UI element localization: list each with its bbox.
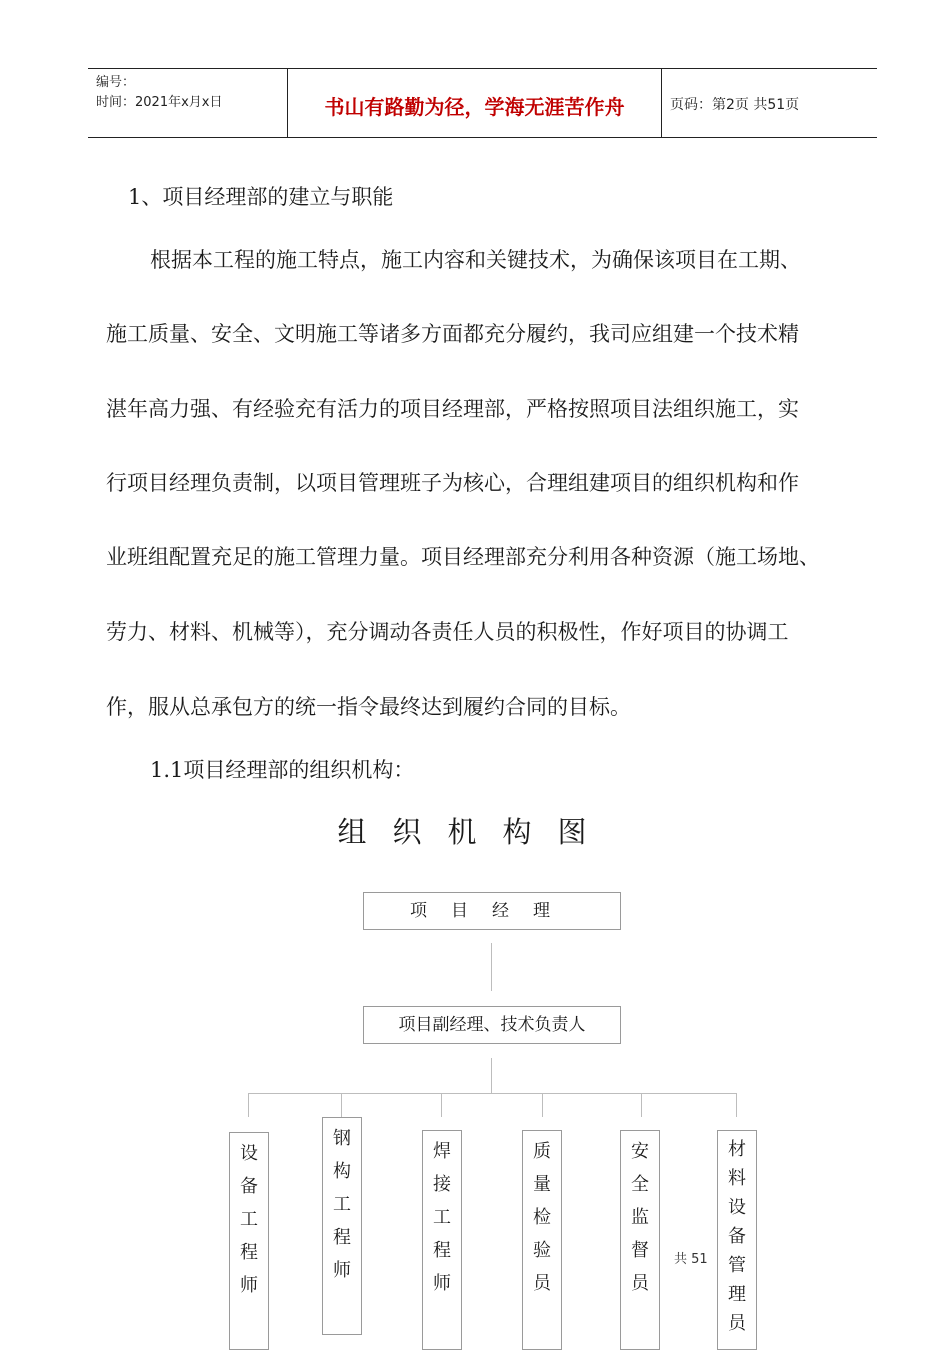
paragraph-line: 劳力、材料、机械等），充分调动各责任人员的积极性，作好项目的协调工 [106, 620, 789, 644]
paragraph-line: 行项目经理负责制，以项目管理班子为核心，合理组建项目的组织机构和作 [106, 471, 799, 495]
connector-line [542, 1093, 543, 1117]
footer-page-total: 共 51 [674, 1252, 708, 1267]
paragraph-line: 业班组配置充足的施工管理力量。项目经理部充分利用各种资源（施工场地、 [106, 545, 820, 569]
paragraph-line: 根据本工程的施工特点，施工内容和关键技术，为确保该项目在工期、 [150, 248, 801, 272]
connector-line [341, 1093, 342, 1117]
org-node-welding-engineer [422, 1130, 462, 1350]
header-motto-cell [288, 69, 662, 137]
connector-bus [248, 1093, 737, 1094]
paragraph-line: 作，服从总承包方的统一指令最终达到履约合同的目标。 [106, 695, 631, 719]
paragraph-line: 湛年高力强、有经验充有活力的项目经理部，严格按照项目法组织施工，实 [106, 397, 799, 421]
time-label: 时间：2021年x月x日 [96, 95, 223, 110]
org-node-equipment-engineer [229, 1132, 269, 1350]
org-node-label: 焊接工程师 [433, 1141, 451, 1294]
connector-line [641, 1093, 642, 1117]
org-node-deputy-manager: 项目副经理、技术负责人 [363, 1006, 621, 1044]
org-node-label: 材料设备管理员 [728, 1139, 746, 1334]
org-node-safety-supervisor [620, 1130, 660, 1350]
subsection-heading: 1.1项目经理部的组织机构： [150, 758, 415, 782]
paragraph-line: 施工质量、安全、文明施工等诸多方面都充分履约，我司应组建一个技术精 [106, 322, 799, 346]
org-node-steel-engineer [322, 1117, 362, 1335]
org-node-label: 质量检验员 [533, 1141, 551, 1294]
org-node-project-manager: 项目经理 [363, 892, 621, 930]
page-header [88, 68, 877, 138]
org-chart-title: 组织机构图 [337, 815, 613, 849]
connector-line [441, 1093, 442, 1117]
org-node-material-manager [717, 1130, 757, 1350]
section-heading: 1、项目经理部的建立与职能 [128, 185, 394, 209]
number-label: 编号： [96, 75, 136, 90]
org-node-label: 安全监督员 [631, 1141, 649, 1294]
connector-line [736, 1093, 737, 1117]
header-page-cell [662, 69, 877, 137]
connector-line [491, 1058, 492, 1094]
org-node-label: 设备工程师 [240, 1143, 258, 1296]
connector-line [491, 943, 492, 991]
org-node-quality-inspector [522, 1130, 562, 1350]
org-node-label: 钢构工程师 [333, 1128, 351, 1281]
connector-line [248, 1093, 249, 1117]
page-info: 页码：第2页 共51页 [670, 97, 800, 113]
header-meta-cell [88, 69, 288, 137]
motto-text: 书山有路勤为径，学海无涯苦作舟 [324, 95, 625, 119]
